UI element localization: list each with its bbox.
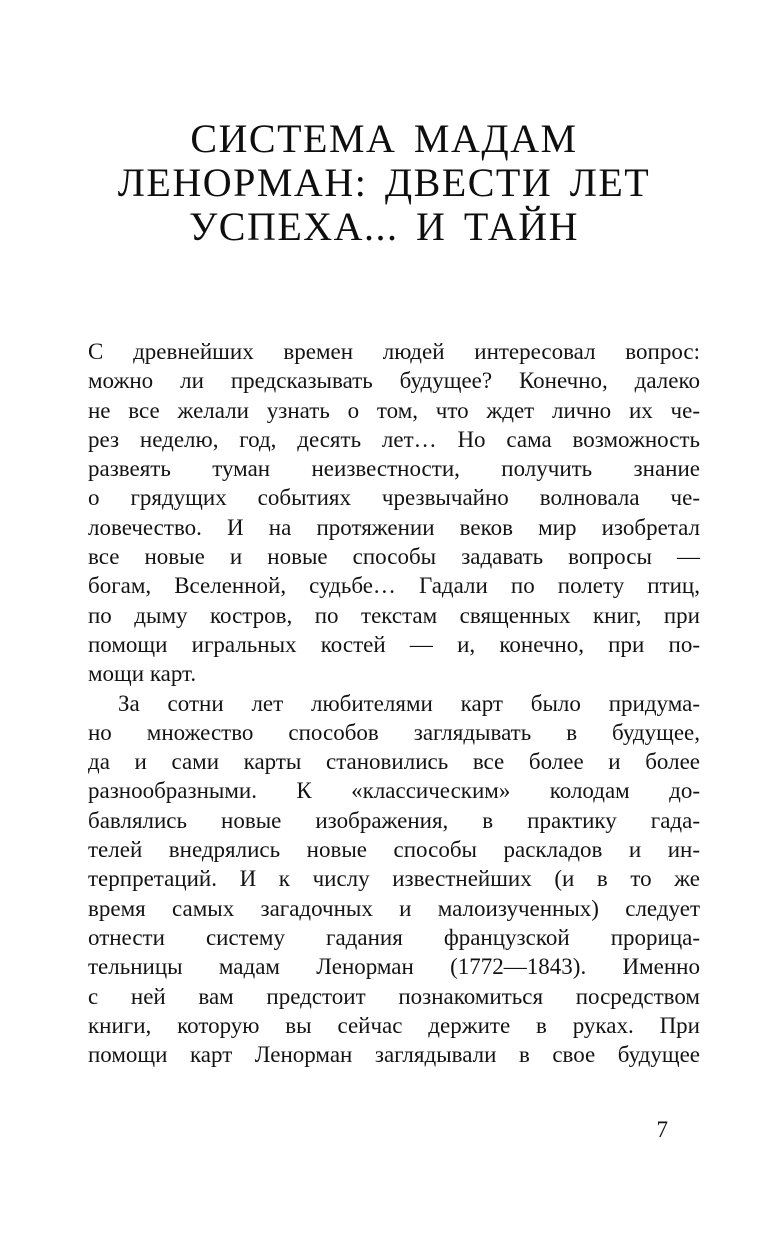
text-line: время самых загадочных и малоизученных) следует: [88, 895, 700, 921]
text-line: все новые и новые способы задавать вопросы —: [88, 544, 700, 570]
text-line: можно ли предсказывать будущее? Конечно, далеко: [88, 368, 700, 394]
text-line: да и сами карты становились все более и более: [88, 749, 700, 775]
text-line: богам, Вселенной, судьбе… Гадали по полету птиц,: [88, 573, 700, 599]
heading-line: ЛЕНОРМАН: ДВЕСТИ ЛЕТ: [117, 160, 651, 205]
text-line: С древнейших времен людей интересовал вопрос:: [88, 339, 700, 364]
text-line: отнести систему гадания французской прорица-: [88, 924, 700, 950]
text-line: не все желали узнать о том, что ждет лично их че-: [88, 397, 700, 423]
text-line: помощи игральных костей — и, конечно, при по-: [88, 631, 700, 657]
paragraph: [88, 337, 700, 689]
text-line: но множество способов заглядывать в будущее,: [88, 719, 700, 745]
text-line: о грядущих событиях чрезвычайно волновала че-: [88, 485, 700, 511]
text-line: телей внедрялись новые способы раскладов и ин-: [88, 837, 700, 863]
text-line: книги, которую вы сейчас держите в руках. При: [88, 1012, 700, 1038]
text-line: терпретаций. И к числу известнейших (и в то же: [88, 866, 700, 892]
text-line: рез неделю, год, десять лет… Но сама возможность: [88, 426, 700, 452]
text-line: по дыму костров, по текстам священных книг, при: [88, 602, 700, 628]
text-line: помощи карт Ленорман заглядывали в свое будущее: [88, 1042, 700, 1068]
paragraph: [88, 689, 700, 1070]
heading-line: УСПЕХА... И ТАЙН: [188, 204, 580, 249]
text-line: развеять туман неизвестности, получить знание: [88, 456, 700, 482]
text-line: разнообразными. К «классическим» колодам до-: [88, 778, 700, 804]
text-line: За сотни лет любителями карт было придума-: [118, 690, 700, 716]
text-line: мощи карт.: [88, 661, 197, 687]
text-line: тельницы мадам Ленорман (1772—1843). Именно: [88, 954, 700, 980]
body-text: [88, 337, 700, 1069]
text-line: ловечество. И на протяжении веков мир изобретал: [88, 514, 700, 540]
text-line: с ней вам предстоит познакомиться посредством: [88, 983, 700, 1009]
heading-line: СИСТЕМА МАДАМ: [190, 116, 578, 161]
text-line: бавлялись новые изображения, в практику гада-: [88, 807, 700, 833]
page-number: 7: [656, 1117, 668, 1142]
chapter-heading: [0, 0, 768, 249]
